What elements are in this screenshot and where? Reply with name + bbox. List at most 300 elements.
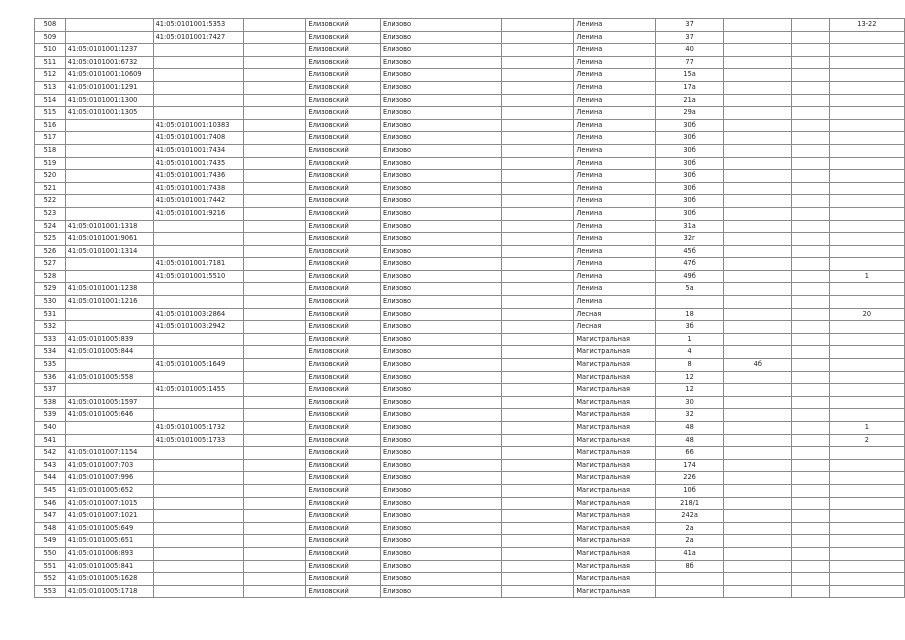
empty-cell bbox=[792, 107, 829, 120]
premise-cadastral-number-cell: 41:05:0101001:7427 bbox=[153, 31, 244, 44]
empty-cell bbox=[244, 497, 306, 510]
empty-cell bbox=[501, 308, 574, 321]
premise-cadastral-number-cell bbox=[153, 245, 244, 258]
city-cell: Елизово bbox=[380, 535, 501, 548]
empty-cell bbox=[792, 522, 829, 535]
empty-cell bbox=[244, 371, 306, 384]
row-number-cell: 518 bbox=[35, 144, 66, 157]
city-cell: Елизово bbox=[380, 56, 501, 69]
premise-cadastral-number-cell: 41:05:0101005:1733 bbox=[153, 434, 244, 447]
empty-cell bbox=[792, 447, 829, 460]
city-cell: Елизово bbox=[380, 207, 501, 220]
city-cell: Елизово bbox=[380, 308, 501, 321]
premise-cadastral-number-cell bbox=[153, 547, 244, 560]
cadastral-number-cell: 41:05:0101005:841 bbox=[65, 560, 153, 573]
building-cell bbox=[724, 132, 792, 145]
premise-cadastral-number-cell bbox=[153, 573, 244, 586]
street-cell: Магистральная bbox=[574, 484, 656, 497]
street-cell: Ленина bbox=[574, 81, 656, 94]
street-cell: Магистральная bbox=[574, 459, 656, 472]
cadastral-number-cell bbox=[65, 144, 153, 157]
empty-cell bbox=[244, 69, 306, 82]
street-cell: Ленина bbox=[574, 94, 656, 107]
building-cell bbox=[724, 510, 792, 523]
street-cell: Ленина bbox=[574, 207, 656, 220]
house-number-cell: 15а bbox=[655, 69, 723, 82]
empty-cell bbox=[792, 321, 829, 334]
building-cell: 4б bbox=[724, 359, 792, 372]
empty-cell bbox=[792, 119, 829, 132]
house-number-cell: 30б bbox=[655, 207, 723, 220]
apartment-cell bbox=[829, 81, 904, 94]
premise-cadastral-number-cell: 41:05:0101005:1649 bbox=[153, 359, 244, 372]
premise-cadastral-number-cell: 41:05:0101001:7181 bbox=[153, 258, 244, 271]
city-cell: Елизово bbox=[380, 585, 501, 598]
row-number-cell: 548 bbox=[35, 522, 66, 535]
empty-cell bbox=[244, 560, 306, 573]
cadastral-number-cell: 41:05:0101007:1154 bbox=[65, 447, 153, 460]
street-cell: Ленина bbox=[574, 233, 656, 246]
row-number-cell: 541 bbox=[35, 434, 66, 447]
cadastral-number-cell: 41:05:0101005:839 bbox=[65, 333, 153, 346]
district-cell: Елизовский bbox=[306, 409, 381, 422]
district-cell: Елизовский bbox=[306, 81, 381, 94]
table-row bbox=[35, 56, 905, 69]
property-register-table bbox=[34, 18, 905, 598]
row-number-cell: 549 bbox=[35, 535, 66, 548]
street-cell: Магистральная bbox=[574, 560, 656, 573]
row-number-cell: 529 bbox=[35, 283, 66, 296]
city-cell: Елизово bbox=[380, 195, 501, 208]
empty-cell bbox=[501, 371, 574, 384]
district-cell: Елизовский bbox=[306, 270, 381, 283]
house-number-cell: 12 bbox=[655, 384, 723, 397]
empty-cell bbox=[792, 396, 829, 409]
street-cell: Магистральная bbox=[574, 346, 656, 359]
street-cell: Магистральная bbox=[574, 585, 656, 598]
cadastral-number-cell: 41:05:0101001:10609 bbox=[65, 69, 153, 82]
district-cell: Елизовский bbox=[306, 321, 381, 334]
empty-cell bbox=[501, 31, 574, 44]
apartment-cell bbox=[829, 157, 904, 170]
cadastral-number-cell: 41:05:0101001:1238 bbox=[65, 283, 153, 296]
cadastral-number-cell: 41:05:0101005:1628 bbox=[65, 573, 153, 586]
empty-cell bbox=[244, 56, 306, 69]
apartment-cell bbox=[829, 170, 904, 183]
row-number-cell: 524 bbox=[35, 220, 66, 233]
row-number-cell: 533 bbox=[35, 333, 66, 346]
premise-cadastral-number-cell bbox=[153, 69, 244, 82]
empty-cell bbox=[792, 81, 829, 94]
district-cell: Елизовский bbox=[306, 220, 381, 233]
apartment-cell bbox=[829, 333, 904, 346]
apartment-cell bbox=[829, 547, 904, 560]
premise-cadastral-number-cell bbox=[153, 447, 244, 460]
city-cell: Елизово bbox=[380, 434, 501, 447]
empty-cell bbox=[792, 170, 829, 183]
building-cell bbox=[724, 459, 792, 472]
row-number-cell: 534 bbox=[35, 346, 66, 359]
empty-cell bbox=[501, 44, 574, 57]
city-cell: Елизово bbox=[380, 69, 501, 82]
empty-cell bbox=[244, 258, 306, 271]
building-cell bbox=[724, 409, 792, 422]
street-cell: Магистральная bbox=[574, 573, 656, 586]
empty-cell bbox=[244, 396, 306, 409]
building-cell bbox=[724, 44, 792, 57]
table-row bbox=[35, 359, 905, 372]
house-number-cell: 30б bbox=[655, 182, 723, 195]
table-row bbox=[35, 447, 905, 460]
street-cell: Ленина bbox=[574, 144, 656, 157]
empty-cell bbox=[244, 308, 306, 321]
empty-cell bbox=[244, 333, 306, 346]
empty-cell bbox=[244, 321, 306, 334]
street-cell: Магистральная bbox=[574, 333, 656, 346]
empty-cell bbox=[244, 270, 306, 283]
building-cell bbox=[724, 220, 792, 233]
city-cell: Елизово bbox=[380, 560, 501, 573]
empty-cell bbox=[792, 270, 829, 283]
district-cell: Елизовский bbox=[306, 459, 381, 472]
empty-cell bbox=[501, 296, 574, 309]
district-cell: Елизовский bbox=[306, 535, 381, 548]
building-cell bbox=[724, 333, 792, 346]
table-row bbox=[35, 132, 905, 145]
district-cell: Елизовский bbox=[306, 472, 381, 485]
building-cell bbox=[724, 308, 792, 321]
row-number-cell: 537 bbox=[35, 384, 66, 397]
empty-cell bbox=[244, 233, 306, 246]
building-cell bbox=[724, 19, 792, 32]
empty-cell bbox=[244, 19, 306, 32]
row-number-cell: 523 bbox=[35, 207, 66, 220]
city-cell: Елизово bbox=[380, 144, 501, 157]
apartment-cell bbox=[829, 384, 904, 397]
row-number-cell: 509 bbox=[35, 31, 66, 44]
empty-cell bbox=[792, 132, 829, 145]
street-cell: Ленина bbox=[574, 245, 656, 258]
apartment-cell: 13-22 bbox=[829, 19, 904, 32]
building-cell bbox=[724, 283, 792, 296]
city-cell: Елизово bbox=[380, 283, 501, 296]
city-cell: Елизово bbox=[380, 409, 501, 422]
row-number-cell: 516 bbox=[35, 119, 66, 132]
empty-cell bbox=[792, 384, 829, 397]
empty-cell bbox=[244, 144, 306, 157]
street-cell: Магистральная bbox=[574, 447, 656, 460]
building-cell bbox=[724, 195, 792, 208]
building-cell bbox=[724, 573, 792, 586]
apartment-cell bbox=[829, 296, 904, 309]
row-number-cell: 522 bbox=[35, 195, 66, 208]
empty-cell bbox=[792, 359, 829, 372]
empty-cell bbox=[792, 296, 829, 309]
house-number-cell: 49б bbox=[655, 270, 723, 283]
city-cell: Елизово bbox=[380, 447, 501, 460]
empty-cell bbox=[501, 258, 574, 271]
house-number-cell: 242а bbox=[655, 510, 723, 523]
city-cell: Елизово bbox=[380, 220, 501, 233]
district-cell: Елизовский bbox=[306, 132, 381, 145]
table-row bbox=[35, 384, 905, 397]
apartment-cell bbox=[829, 321, 904, 334]
empty-cell bbox=[792, 31, 829, 44]
apartment-cell bbox=[829, 119, 904, 132]
street-cell: Магистральная bbox=[574, 535, 656, 548]
row-number-cell: 543 bbox=[35, 459, 66, 472]
house-number-cell: 226 bbox=[655, 472, 723, 485]
city-cell: Елизово bbox=[380, 333, 501, 346]
street-cell: Магистральная bbox=[574, 510, 656, 523]
street-cell: Ленина bbox=[574, 182, 656, 195]
empty-cell bbox=[792, 472, 829, 485]
city-cell: Елизово bbox=[380, 258, 501, 271]
apartment-cell bbox=[829, 472, 904, 485]
cadastral-number-cell: 41:05:0101007:1015 bbox=[65, 497, 153, 510]
empty-cell bbox=[501, 170, 574, 183]
row-number-cell: 542 bbox=[35, 447, 66, 460]
empty-cell bbox=[244, 422, 306, 435]
empty-cell bbox=[501, 144, 574, 157]
table-row bbox=[35, 94, 905, 107]
apartment-cell: 1 bbox=[829, 422, 904, 435]
empty-cell bbox=[792, 182, 829, 195]
building-cell bbox=[724, 144, 792, 157]
table-row bbox=[35, 144, 905, 157]
empty-cell bbox=[501, 233, 574, 246]
house-number-cell: 37 bbox=[655, 19, 723, 32]
empty-cell bbox=[501, 560, 574, 573]
premise-cadastral-number-cell: 41:05:0101001:7438 bbox=[153, 182, 244, 195]
district-cell: Елизовский bbox=[306, 56, 381, 69]
city-cell: Елизово bbox=[380, 132, 501, 145]
cadastral-number-cell bbox=[65, 157, 153, 170]
cadastral-number-cell bbox=[65, 258, 153, 271]
cadastral-number-cell: 41:05:0101006:893 bbox=[65, 547, 153, 560]
premise-cadastral-number-cell bbox=[153, 396, 244, 409]
house-number-cell: 48 bbox=[655, 422, 723, 435]
empty-cell bbox=[244, 119, 306, 132]
street-cell: Ленина bbox=[574, 31, 656, 44]
city-cell: Елизово bbox=[380, 270, 501, 283]
district-cell: Елизовский bbox=[306, 359, 381, 372]
house-number-cell: 12 bbox=[655, 371, 723, 384]
building-cell bbox=[724, 258, 792, 271]
district-cell: Елизовский bbox=[306, 19, 381, 32]
premise-cadastral-number-cell bbox=[153, 560, 244, 573]
empty-cell bbox=[501, 510, 574, 523]
premise-cadastral-number-cell: 41:05:0101005:1732 bbox=[153, 422, 244, 435]
empty-cell bbox=[792, 333, 829, 346]
building-cell bbox=[724, 535, 792, 548]
house-number-cell: 3б bbox=[655, 321, 723, 334]
street-cell: Ленина bbox=[574, 195, 656, 208]
table-row bbox=[35, 573, 905, 586]
building-cell bbox=[724, 94, 792, 107]
street-cell: Ленина bbox=[574, 56, 656, 69]
house-number-cell: 40 bbox=[655, 44, 723, 57]
city-cell: Елизово bbox=[380, 484, 501, 497]
empty-cell bbox=[244, 472, 306, 485]
city-cell: Елизово bbox=[380, 119, 501, 132]
empty-cell bbox=[501, 157, 574, 170]
row-number-cell: 536 bbox=[35, 371, 66, 384]
district-cell: Елизовский bbox=[306, 69, 381, 82]
street-cell: Ленина bbox=[574, 119, 656, 132]
street-cell: Магистральная bbox=[574, 384, 656, 397]
house-number-cell: 48 bbox=[655, 434, 723, 447]
empty-cell bbox=[244, 547, 306, 560]
building-cell bbox=[724, 207, 792, 220]
empty-cell bbox=[244, 522, 306, 535]
city-cell: Елизово bbox=[380, 472, 501, 485]
empty-cell bbox=[501, 409, 574, 422]
district-cell: Елизовский bbox=[306, 119, 381, 132]
empty-cell bbox=[244, 81, 306, 94]
empty-cell bbox=[501, 384, 574, 397]
table-row bbox=[35, 233, 905, 246]
empty-cell bbox=[501, 422, 574, 435]
city-cell: Елизово bbox=[380, 31, 501, 44]
house-number-cell: 66 bbox=[655, 447, 723, 460]
empty-cell bbox=[792, 283, 829, 296]
building-cell bbox=[724, 245, 792, 258]
street-cell: Ленина bbox=[574, 157, 656, 170]
row-number-cell: 538 bbox=[35, 396, 66, 409]
empty-cell bbox=[792, 245, 829, 258]
empty-cell bbox=[792, 510, 829, 523]
district-cell: Елизовский bbox=[306, 233, 381, 246]
premise-cadastral-number-cell bbox=[153, 472, 244, 485]
empty-cell bbox=[244, 510, 306, 523]
district-cell: Елизовский bbox=[306, 434, 381, 447]
empty-cell bbox=[244, 182, 306, 195]
premise-cadastral-number-cell: 41:05:0101001:5510 bbox=[153, 270, 244, 283]
premise-cadastral-number-cell bbox=[153, 296, 244, 309]
apartment-cell bbox=[829, 585, 904, 598]
city-cell: Елизово bbox=[380, 371, 501, 384]
cadastral-number-cell: 41:05:0101001:1216 bbox=[65, 296, 153, 309]
street-cell: Магистральная bbox=[574, 434, 656, 447]
cadastral-number-cell: 41:05:0101007:996 bbox=[65, 472, 153, 485]
cadastral-number-cell: 41:05:0101001:1314 bbox=[65, 245, 153, 258]
building-cell bbox=[724, 233, 792, 246]
empty-cell bbox=[501, 182, 574, 195]
house-number-cell: 41а bbox=[655, 547, 723, 560]
street-cell: Ленина bbox=[574, 44, 656, 57]
premise-cadastral-number-cell: 41:05:0101003:2864 bbox=[153, 308, 244, 321]
district-cell: Елизовский bbox=[306, 560, 381, 573]
table-row bbox=[35, 69, 905, 82]
district-cell: Елизовский bbox=[306, 422, 381, 435]
empty-cell bbox=[792, 371, 829, 384]
apartment-cell bbox=[829, 94, 904, 107]
premise-cadastral-number-cell bbox=[153, 233, 244, 246]
apartment-cell bbox=[829, 207, 904, 220]
street-cell: Ленина bbox=[574, 107, 656, 120]
table-row bbox=[35, 371, 905, 384]
empty-cell bbox=[501, 333, 574, 346]
empty-cell bbox=[244, 107, 306, 120]
row-number-cell: 515 bbox=[35, 107, 66, 120]
building-cell bbox=[724, 522, 792, 535]
table-row bbox=[35, 81, 905, 94]
table-row bbox=[35, 560, 905, 573]
premise-cadastral-number-cell: 41:05:0101001:7442 bbox=[153, 195, 244, 208]
cadastral-number-cell: 41:05:0101005:1718 bbox=[65, 585, 153, 598]
empty-cell bbox=[244, 535, 306, 548]
apartment-cell bbox=[829, 182, 904, 195]
empty-cell bbox=[244, 157, 306, 170]
district-cell: Елизовский bbox=[306, 144, 381, 157]
empty-cell bbox=[792, 19, 829, 32]
apartment-cell bbox=[829, 522, 904, 535]
street-cell: Магистральная bbox=[574, 472, 656, 485]
premise-cadastral-number-cell bbox=[153, 522, 244, 535]
district-cell: Елизовский bbox=[306, 44, 381, 57]
table-row bbox=[35, 459, 905, 472]
cadastral-number-cell bbox=[65, 384, 153, 397]
empty-cell bbox=[792, 434, 829, 447]
table-row bbox=[35, 346, 905, 359]
empty-cell bbox=[792, 484, 829, 497]
empty-cell bbox=[792, 207, 829, 220]
city-cell: Елизово bbox=[380, 94, 501, 107]
row-number-cell: 528 bbox=[35, 270, 66, 283]
premise-cadastral-number-cell bbox=[153, 81, 244, 94]
street-cell: Магистральная bbox=[574, 522, 656, 535]
apartment-cell: 20 bbox=[829, 308, 904, 321]
table-row bbox=[35, 207, 905, 220]
street-cell: Ленина bbox=[574, 296, 656, 309]
row-number-cell: 520 bbox=[35, 170, 66, 183]
empty-cell bbox=[501, 270, 574, 283]
city-cell: Елизово bbox=[380, 346, 501, 359]
row-number-cell: 527 bbox=[35, 258, 66, 271]
table-row bbox=[35, 510, 905, 523]
premise-cadastral-number-cell bbox=[153, 94, 244, 107]
row-number-cell: 545 bbox=[35, 484, 66, 497]
house-number-cell: 31а bbox=[655, 220, 723, 233]
apartment-cell bbox=[829, 371, 904, 384]
house-number-cell: 17а bbox=[655, 81, 723, 94]
table-row bbox=[35, 31, 905, 44]
empty-cell bbox=[792, 233, 829, 246]
premise-cadastral-number-cell bbox=[153, 585, 244, 598]
cadastral-number-cell bbox=[65, 321, 153, 334]
empty-cell bbox=[792, 144, 829, 157]
cadastral-number-cell: 41:05:0101001:6732 bbox=[65, 56, 153, 69]
cadastral-number-cell bbox=[65, 422, 153, 435]
district-cell: Елизовский bbox=[306, 384, 381, 397]
building-cell bbox=[724, 547, 792, 560]
row-number-cell: 511 bbox=[35, 56, 66, 69]
district-cell: Елизовский bbox=[306, 510, 381, 523]
empty-cell bbox=[501, 484, 574, 497]
house-number-cell: 218/1 bbox=[655, 497, 723, 510]
empty-cell bbox=[792, 422, 829, 435]
cadastral-number-cell: 41:05:0101005:1597 bbox=[65, 396, 153, 409]
table-row bbox=[35, 484, 905, 497]
district-cell: Елизовский bbox=[306, 182, 381, 195]
district-cell: Елизовский bbox=[306, 371, 381, 384]
empty-cell bbox=[501, 434, 574, 447]
cadastral-number-cell: 41:05:0101005:844 bbox=[65, 346, 153, 359]
premise-cadastral-number-cell bbox=[153, 44, 244, 57]
empty-cell bbox=[792, 409, 829, 422]
empty-cell bbox=[501, 245, 574, 258]
